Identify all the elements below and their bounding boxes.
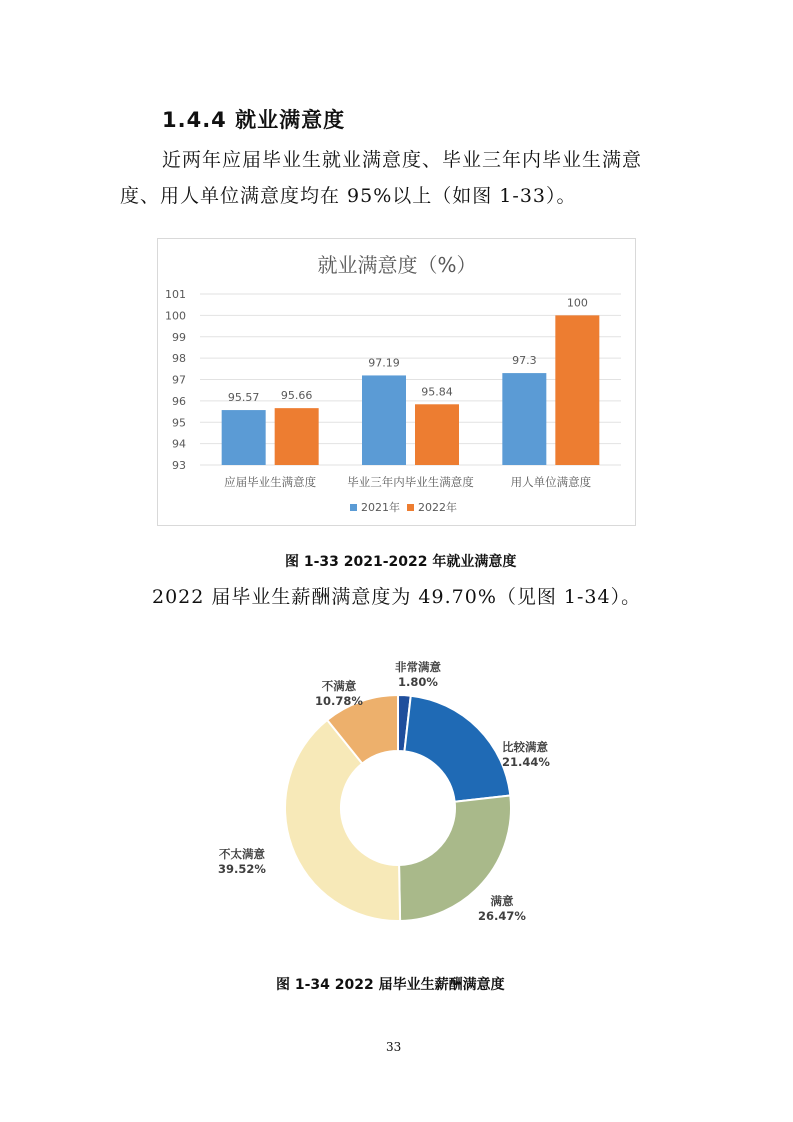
y-tick-label: 96 xyxy=(172,394,186,408)
bar-chart xyxy=(158,239,637,527)
data-label: 95.66 xyxy=(280,389,313,403)
paragraph-1-line-1: 近两年应届毕业生就业满意度、毕业三年内毕业生满意 xyxy=(162,149,643,171)
legend-swatch xyxy=(350,504,357,511)
bar-chart-frame xyxy=(157,238,636,526)
paragraph-1-line-2: 度、用人单位满意度均在 95%以上（如图 1-33）。 xyxy=(120,185,577,207)
donut-slice xyxy=(404,696,510,802)
slice-percent: 1.80% xyxy=(398,675,438,689)
paragraph-2: 2022 届毕业生薪酬满意度为 49.70%（见图 1-34）。 xyxy=(152,586,642,608)
section-heading: 1.4.4 就业满意度 xyxy=(162,108,346,132)
data-label: 95.57 xyxy=(227,391,260,405)
legend-label: 2021年 xyxy=(361,501,400,514)
slice-label: 非常满意 xyxy=(395,660,441,674)
x-category-label: 用人单位满意度 xyxy=(510,475,592,489)
figure-2-caption: 图 1-34 2022 届毕业生薪酬满意度 xyxy=(276,977,505,993)
page-number: 33 xyxy=(386,1040,402,1054)
data-label: 100 xyxy=(566,296,588,310)
y-tick-label: 93 xyxy=(172,459,186,472)
data-label: 95.84 xyxy=(421,385,453,399)
bar xyxy=(555,315,599,465)
y-tick-label: 99 xyxy=(172,330,186,344)
slice-percent: 21.44% xyxy=(502,755,550,769)
x-category-label: 毕业三年内毕业生满意度 xyxy=(347,475,474,489)
bar xyxy=(415,404,459,465)
bar xyxy=(502,373,546,465)
y-tick-label: 100 xyxy=(165,309,186,323)
data-label: 97.3 xyxy=(512,354,537,368)
bar xyxy=(362,375,406,465)
y-tick-label: 98 xyxy=(172,352,186,366)
legend-swatch xyxy=(407,504,414,511)
data-label: 97.19 xyxy=(368,356,400,370)
y-tick-label: 101 xyxy=(165,288,186,301)
figure-1-caption: 图 1-33 2021-2022 年就业满意度 xyxy=(285,554,517,570)
bar xyxy=(222,410,266,465)
y-tick-label: 95 xyxy=(172,416,186,430)
x-category-label: 应届毕业生满意度 xyxy=(224,475,317,489)
bar xyxy=(275,408,319,465)
slice-percent: 26.47% xyxy=(478,909,526,923)
slice-label: 比较满意 xyxy=(502,740,548,754)
legend-label: 2022年 xyxy=(418,501,457,514)
slice-percent: 10.78% xyxy=(315,694,363,708)
donut-chart-wrap xyxy=(200,655,600,955)
y-tick-label: 97 xyxy=(172,373,186,387)
donut-chart xyxy=(200,655,600,955)
slice-percent: 39.52% xyxy=(218,862,266,876)
slice-label: 不太满意 xyxy=(219,847,265,861)
slice-label: 不满意 xyxy=(321,679,357,693)
slice-label: 满意 xyxy=(490,894,514,908)
y-tick-label: 94 xyxy=(172,437,186,451)
chart-title: 就业满意度（%） xyxy=(317,253,477,277)
